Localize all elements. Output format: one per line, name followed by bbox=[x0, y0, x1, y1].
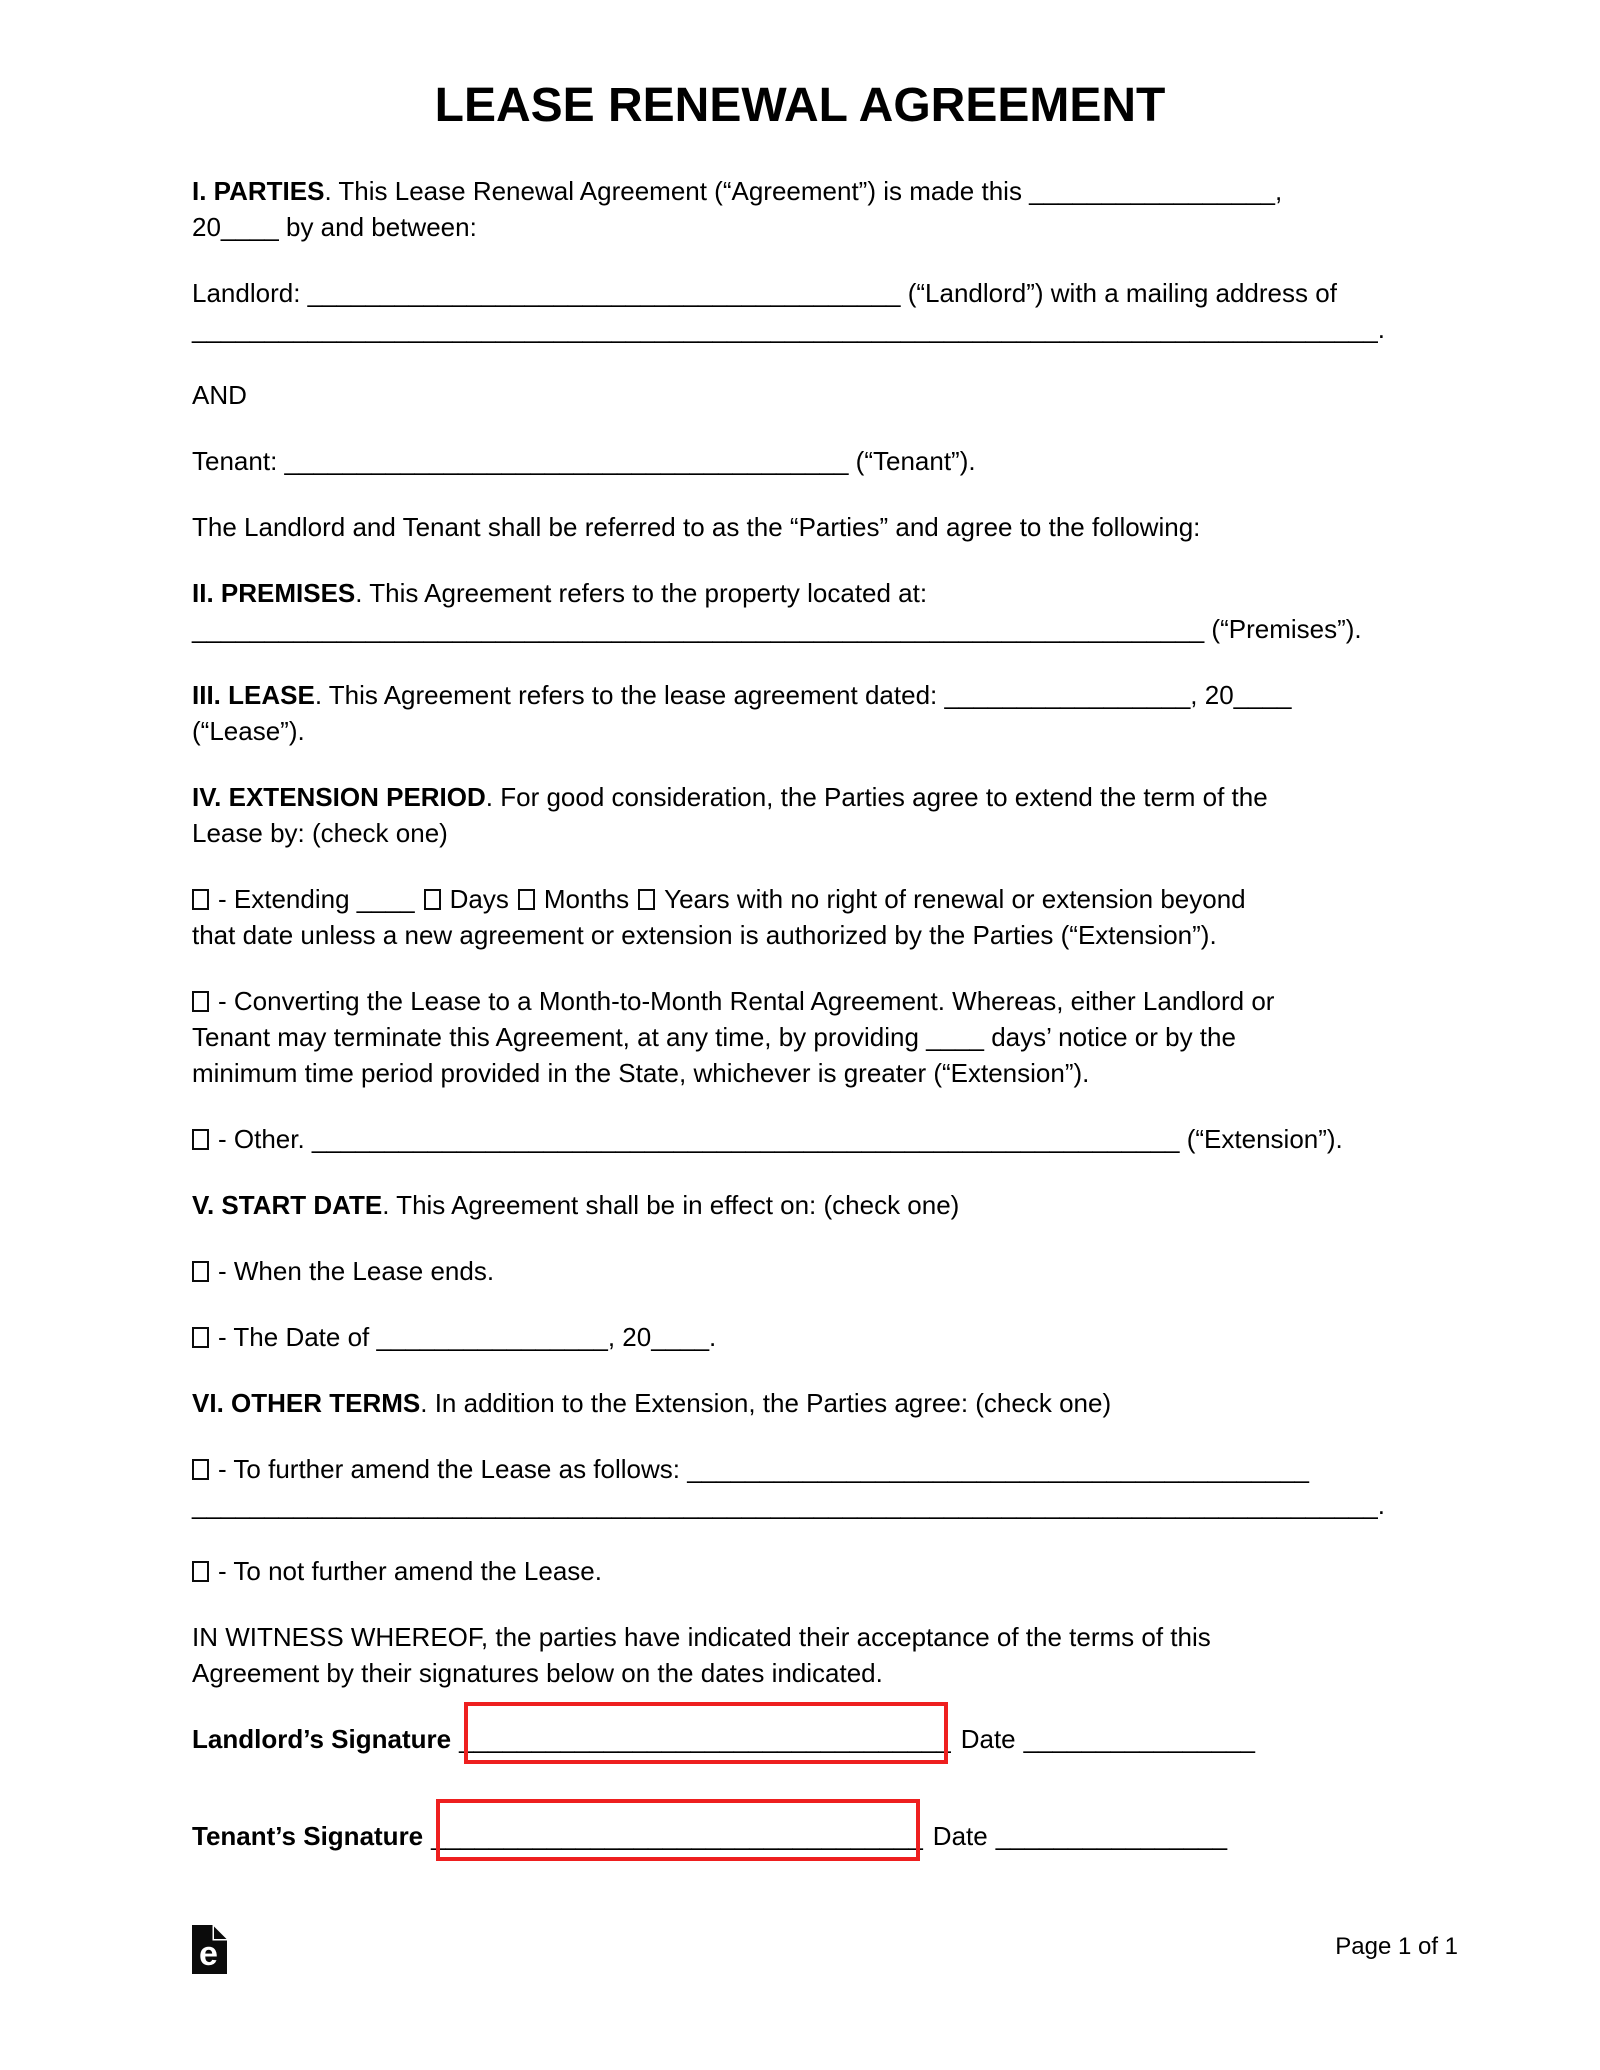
section-premises bbox=[192, 575, 1408, 647]
checkbox-years[interactable] bbox=[638, 889, 655, 910]
section-parties-heading: I. PARTIES bbox=[192, 176, 325, 206]
extension-option-month-to-month bbox=[192, 983, 1408, 1091]
witness-clause bbox=[192, 1619, 1408, 1691]
landlord-address-blank[interactable]: __________________________________________________________________________________. bbox=[192, 314, 1385, 344]
months-label: Months bbox=[543, 884, 630, 914]
page-number: Page 1 of 1 bbox=[1335, 1933, 1458, 1960]
paragraph-line: minimum time period provided in the State, whichever is greater (“Extension”). bbox=[192, 1058, 1090, 1088]
paragraph-line: - Converting the Lease to a Month-to-Month Rental Agreement. Whereas, either Landlord or bbox=[218, 986, 1275, 1016]
paragraph-line: Landlord: _________________________________________ (“Landlord”) with a mailing address of bbox=[192, 278, 1337, 308]
checkbox-specific-date[interactable] bbox=[192, 1327, 209, 1348]
page-footer bbox=[192, 1925, 1458, 1974]
paragraph-line: . In addition to the Extension, the Parties agree: (check one) bbox=[420, 1388, 1112, 1418]
section-other-terms bbox=[192, 1385, 1408, 1421]
paragraph-line: . For good consideration, the Parties agree to extend the term of the bbox=[485, 782, 1268, 812]
checkbox-month-to-month[interactable] bbox=[192, 991, 209, 1012]
start-date-option-lease-ends bbox=[192, 1253, 1408, 1289]
checkbox-months[interactable] bbox=[518, 889, 535, 910]
landlord-signature-field[interactable] bbox=[464, 1702, 948, 1764]
logo-letter: e bbox=[199, 1935, 218, 1973]
tenant-signature-line bbox=[431, 1818, 923, 1854]
paragraph-line: . This Agreement refers to the lease agreement dated: _________________, 20____ bbox=[314, 680, 1292, 710]
date-label: Date bbox=[960, 1724, 1016, 1754]
parties-referred-line: The Landlord and Tenant shall be referred to as the “Parties” and agree to the following: bbox=[192, 512, 1201, 542]
paragraph-line: - When the Lease ends. bbox=[218, 1256, 495, 1286]
paragraph-line: - To further amend the Lease as follows: ___________________________________________ bbox=[218, 1454, 1309, 1484]
landlord-signature-label: Landlord’s Signature bbox=[192, 1724, 452, 1754]
paragraph-line: IN WITNESS WHEREOF, the parties have indicated their acceptance of the terms of this bbox=[192, 1622, 1211, 1652]
date-label: Date bbox=[932, 1821, 988, 1851]
paragraph-line: . This Agreement refers to the property located at: bbox=[355, 578, 928, 608]
paragraph-line: - To not further amend the Lease. bbox=[218, 1556, 602, 1586]
checkbox-days[interactable] bbox=[424, 889, 441, 910]
paragraph-line: Agreement by their signatures below on the dates indicated. bbox=[192, 1658, 883, 1688]
section-extension-heading: IV. EXTENSION PERIOD bbox=[192, 782, 486, 812]
signature-underscore-line: __________________________________ bbox=[431, 1821, 923, 1851]
eforms-logo bbox=[192, 1925, 227, 1974]
paragraph-line: 20____ by and between: bbox=[192, 212, 477, 242]
paragraph-line: - The Date of ________________, 20____. bbox=[218, 1322, 717, 1352]
and-separator: AND bbox=[192, 380, 247, 410]
days-label: Days bbox=[449, 884, 509, 914]
extension-option-extending bbox=[192, 881, 1408, 953]
document-title: LEASE RENEWAL AGREEMENT bbox=[434, 79, 1166, 132]
section-start-date-heading: V. START DATE bbox=[192, 1190, 383, 1220]
extension-option-other bbox=[192, 1121, 1408, 1157]
landlord-name-line bbox=[192, 275, 1408, 347]
tenant-signature-label: Tenant’s Signature bbox=[192, 1821, 424, 1851]
premises-address-blank[interactable]: ______________________________________________________________________ (“Premises”). bbox=[192, 614, 1362, 644]
section-lease-heading: III. LEASE bbox=[192, 680, 315, 710]
paragraph-line: that date unless a new agreement or extension is authorized by the Parties (“Extension”). bbox=[192, 920, 1217, 950]
tenant-signature-field[interactable] bbox=[436, 1799, 920, 1861]
section-premises-heading: II. PREMISES bbox=[192, 578, 356, 608]
landlord-date-field[interactable]: ________________ bbox=[1023, 1724, 1255, 1754]
signature-underscore-line: __________________________________ bbox=[459, 1724, 951, 1754]
checkbox-amend-lease[interactable] bbox=[192, 1459, 209, 1480]
tenant-signature-row bbox=[192, 1818, 1408, 1854]
checkbox-no-amend[interactable] bbox=[192, 1561, 209, 1582]
paragraph-line: - Extending ____ bbox=[218, 884, 415, 914]
paragraph-line: Lease by: (check one) bbox=[192, 818, 448, 848]
paragraph-line: Tenant may terminate this Agreement, at any time, by providing ____ days’ notice or by the bbox=[192, 1022, 1236, 1052]
start-date-option-specific-date bbox=[192, 1319, 1408, 1355]
section-other-terms-heading: VI. OTHER TERMS bbox=[192, 1388, 421, 1418]
paragraph-line: . This Agreement shall be in effect on: (check one) bbox=[382, 1190, 960, 1220]
section-parties bbox=[192, 173, 1408, 245]
other-terms-option-amend bbox=[192, 1451, 1408, 1523]
section-extension-period bbox=[192, 779, 1408, 851]
section-lease bbox=[192, 677, 1408, 749]
paragraph-line: Years with no right of renewal or extension beyond bbox=[664, 884, 1246, 914]
document-icon bbox=[192, 1925, 227, 1974]
checkbox-extending[interactable] bbox=[192, 889, 209, 910]
other-blank-line: - Other. ____________________________________________________________ (“Extension”). bbox=[218, 1124, 1343, 1154]
tenant-name-line: Tenant: _______________________________________ (“Tenant”). bbox=[192, 446, 976, 476]
paragraph-line: . This Lease Renewal Agreement (“Agreement”) is made this _________________, bbox=[324, 176, 1283, 206]
other-terms-option-no-amend bbox=[192, 1553, 1408, 1589]
paragraph-line: (“Lease”). bbox=[192, 716, 305, 746]
landlord-signature-row bbox=[192, 1721, 1408, 1757]
tenant-date-field[interactable]: ________________ bbox=[995, 1821, 1228, 1851]
amend-blank-line[interactable]: __________________________________________________________________________________. bbox=[192, 1490, 1385, 1520]
checkbox-other[interactable] bbox=[192, 1129, 209, 1150]
landlord-signature-line bbox=[459, 1721, 951, 1757]
checkbox-when-lease-ends[interactable] bbox=[192, 1261, 209, 1282]
section-start-date bbox=[192, 1187, 1408, 1223]
